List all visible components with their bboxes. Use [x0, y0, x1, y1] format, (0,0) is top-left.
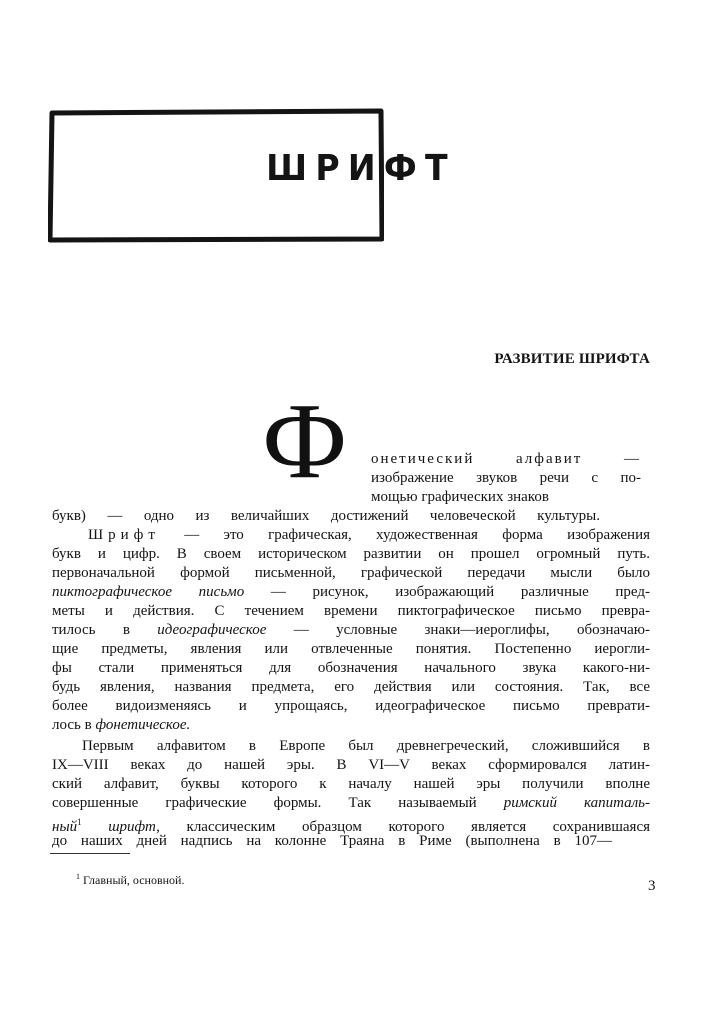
paragraph-2-line-5: меты и действия. С течением времени пиктографическое письмо превра- — [52, 603, 650, 619]
term-phonetic: фонетическое. — [95, 717, 191, 733]
paragraph-1-line-4: букв) — одно из величайших достижений человеческой культуры. — [52, 508, 600, 524]
section-heading: РАЗВИТИЕ ШРИФТА — [494, 351, 650, 367]
term-pictographic: пиктографическое письмо — [52, 584, 245, 600]
paragraph-3-line-1: Первым алфавитом в Европе был древнегреческий, сложившийся в — [82, 738, 650, 754]
paragraph-2-line-1 — [88, 526, 650, 545]
term-roman-capital: римский капиталь- — [503, 795, 650, 811]
footnote-ref: 1 — [77, 817, 82, 827]
term-font: шрифт, — [81, 819, 160, 835]
paragraph-2-line-7: щие предметы, явления или отвлеченные понятия. Постепенно иерогли- — [52, 641, 650, 657]
paragraph-1-line-2: изображение звуков речи с по- — [371, 470, 641, 486]
term-roman-capital-cont: ный — [52, 819, 78, 835]
paragraph-3-line-4 — [52, 794, 650, 813]
footnote-marker: 1 — [76, 872, 80, 881]
paragraph-2-line-11 — [52, 716, 190, 735]
paragraph-2-line-6-pre: тилось в — [52, 622, 158, 638]
paragraph-2-line-9: будь явления, названия предмета, его действия или состояния. Так, все — [52, 679, 650, 695]
footnote-text: Главный, основной. — [80, 873, 185, 887]
paragraph-3-line-2: IX—VIII веках до нашей эры. В VI—V веках сформировался латин- — [52, 757, 650, 773]
page-title: ШРИФТ — [266, 148, 456, 189]
paragraph-2-line-11-pre: лось в — [52, 717, 96, 733]
paragraph-2-line-3: первоначальной формой письменной, графической передачи мысли было — [52, 565, 650, 581]
paragraph-3-line-3: ский алфавит, буквы которого к началу нашей эры получили вполне — [52, 776, 650, 792]
paragraph-2-line-8: фы стали применяться для обозначения начального звука какого-ни- — [52, 660, 650, 676]
footnote-divider — [50, 853, 130, 854]
paragraph-2-line-1-text: — это графическая, художественная форма изображения — [159, 527, 650, 543]
paragraph-2-line-6-text: — условные знаки—иероглифы, обозначаю- — [266, 622, 650, 638]
paragraph-3-line-4-pre: совершенные графические формы. Так называемый — [52, 795, 504, 811]
paragraph-1-line-3: мощью графических знаков — [371, 489, 549, 505]
page-number: 3 — [648, 878, 656, 894]
paragraph-2-line-6 — [52, 621, 650, 640]
paragraph-2-line-10: более видоизменяясь и упрощаясь, идеографическое письмо преврати- — [52, 698, 650, 714]
paragraph-2-line-4 — [52, 583, 650, 602]
paragraph-1-line-1: онетический алфавит — — [371, 451, 641, 467]
paragraph-2-line-4-text: — рисунок, изображающий различные пред- — [244, 584, 650, 600]
term-ideographic: идеографическое — [157, 622, 267, 638]
paragraph-3-line-6: до наших дней надпись на колонне Траяна в Риме (выполнена в 107— — [52, 833, 612, 849]
drop-cap: Ф — [262, 382, 348, 501]
term-shrift: Шрифт — [88, 527, 160, 543]
footnote — [76, 872, 184, 888]
paragraph-2-line-2: букв и цифр. В своем историческом развитии он прошел огромный путь. — [52, 546, 650, 562]
paragraph-3-line-5-text: классическим образцом которого является сохранившаяся — [159, 819, 650, 835]
